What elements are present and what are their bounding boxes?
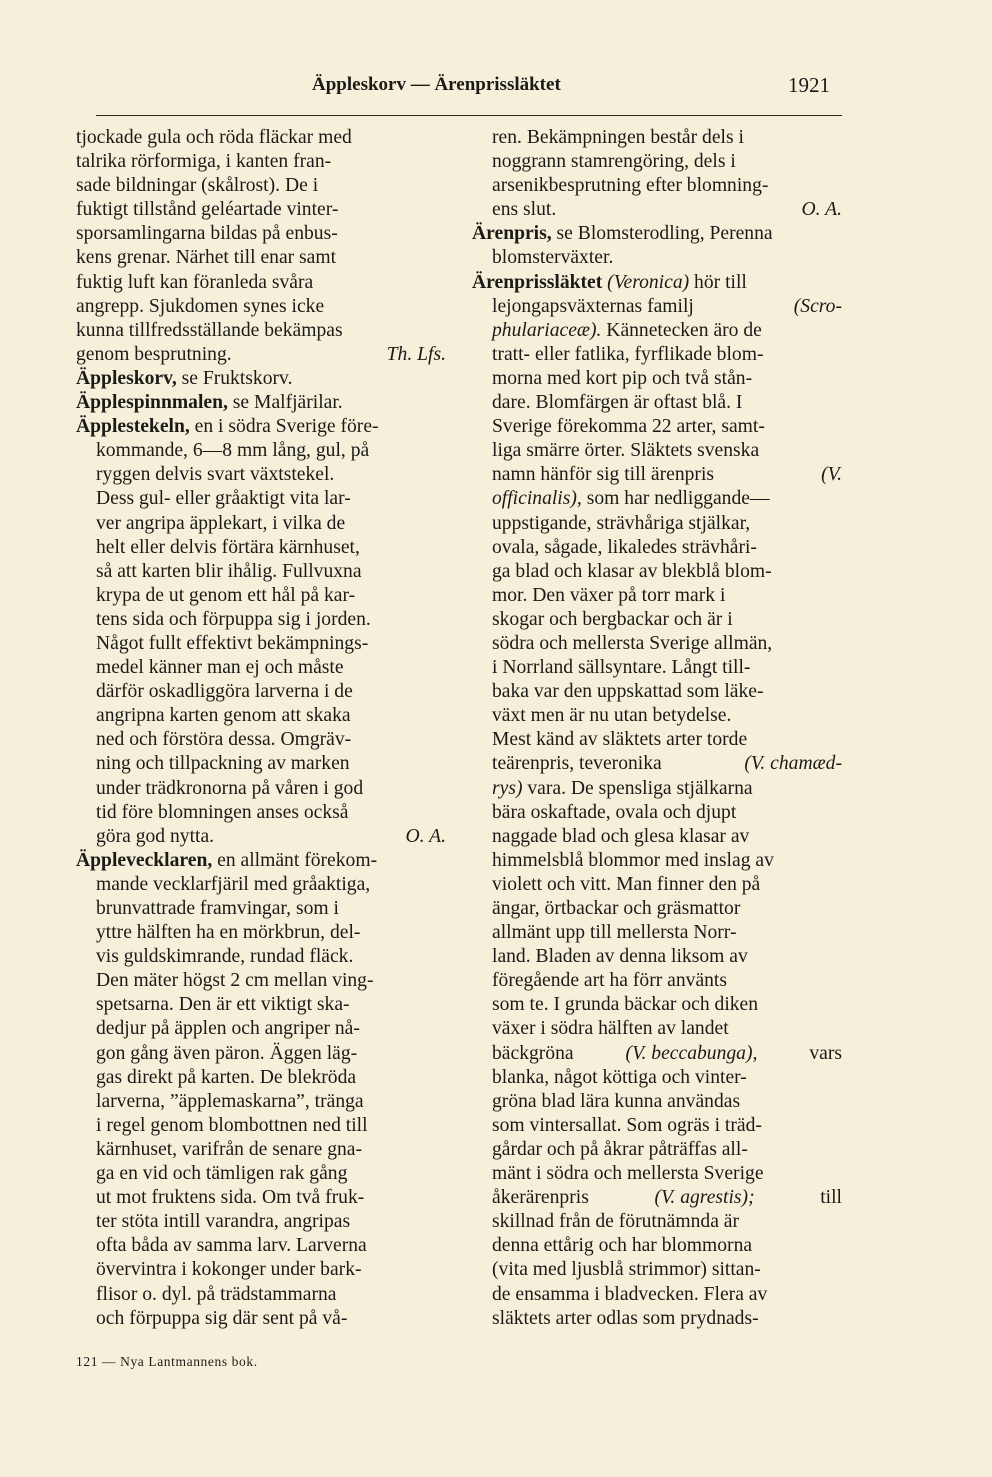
text-line: tjockade gula och röda fläckar med: [76, 127, 352, 148]
text-line: ned och förstöra dessa. Omgräv-: [96, 729, 352, 751]
text-line: helt eller delvis förtära kärnhuset,: [96, 536, 360, 558]
text-line: sade bildningar (skålrost). De i: [76, 175, 319, 197]
text-line: rys) vara. De spensliga stjälkarna: [492, 777, 753, 799]
text-line: baka var den uppskattad som läke-: [492, 681, 764, 703]
running-head: Äppleskorv — Ärenprissläktet: [312, 74, 561, 95]
text-line: kunna tillfredsställande bekämpas: [76, 319, 343, 341]
entry-headword: Ärenprissläktet: [472, 271, 603, 293]
text-line: gas direkt på karten. De blekröda: [96, 1066, 357, 1088]
text-line: mänt i södra och mellersta Sverige: [492, 1163, 764, 1185]
text-line: södra och mellersta Sverige allmän,: [492, 632, 773, 654]
text-line: fuktigt tillstånd geléartade vinter-: [76, 199, 339, 221]
text-line: som vintersallat. Som ogräs i träd-: [492, 1114, 762, 1136]
text-line: ning och tillpackning av marken: [96, 753, 350, 775]
text-line: gröna blad lära kunna användas: [492, 1090, 741, 1112]
text-line: bäckgröna (V. beccabunga), vars: [492, 1042, 842, 1064]
text-line: ofta båda av samma larv. Larverna: [96, 1235, 367, 1257]
text-line: arsenikbesprutning efter blomning-: [492, 175, 769, 197]
text-line: ver angripa äpplekart, i vilka de: [96, 512, 346, 534]
text-line: kärnhuset, varifrån de senare gna-: [96, 1138, 363, 1160]
entry-applespinnmalen: Äpplespinnmalen, se Malfjärilar.: [76, 392, 343, 414]
text-line: tratt- eller fatlika, fyrflikade blom-: [492, 343, 764, 365]
text-line: brunvattrade framvingar, som i: [96, 898, 339, 919]
entry-headword: Äpplevecklaren,: [76, 849, 213, 871]
text-line: fuktig luft kan föranleda svåra: [76, 271, 314, 293]
text-line: ga en vid och tämligen rak gång: [96, 1163, 348, 1185]
text-line: teärenpris, teveronika (V. chamæd-: [492, 753, 842, 775]
text-line: skogar och bergbackar och är i: [492, 608, 733, 630]
entry-arenprisslaktet: Ärenprissläktet (Veronica) hör till: [472, 271, 747, 293]
entry-appleskorv: Äppleskorv, se Fruktskorv.: [76, 367, 293, 389]
entry-applestekeln: Äpplestekeln, en i södra Sverige före-: [76, 416, 379, 438]
text-line: gon gång även päron. Äggen läg-: [96, 1042, 358, 1064]
text-line: de ensamma i bladvecken. Flera av: [492, 1283, 768, 1305]
text-line: krypa de ut genom ett hål på kar-: [96, 584, 356, 606]
text-line: ens slut. O. A.: [472, 198, 842, 222]
text-line: gårdar och på åkrar påträffas all-: [492, 1138, 748, 1160]
header-rule: [96, 115, 842, 116]
text-line: därför oskadliggöra larverna i de: [96, 681, 353, 703]
author-signature: O. A.: [405, 825, 446, 847]
entry-applevecklaren: Äpplevecklaren, en allmänt förekom-: [76, 849, 378, 871]
entry-headword: Äpplespinnmalen,: [76, 392, 228, 414]
text-line: (vita med ljusblå strimmor) sittan-: [492, 1259, 761, 1281]
page-number: 1921: [788, 73, 830, 97]
text-line: talrika rörformiga, i kanten fran-: [76, 151, 332, 173]
entry-arenpris: Ärenpris, se Blomsterodling, Perenna: [472, 223, 773, 245]
text-line: himmelsblå blommor med inslag av: [492, 849, 774, 871]
text-line: officinalis), som har nedliggande—: [492, 488, 770, 510]
text-line: spetsarna. Den är ett viktigt ska-: [96, 994, 350, 1016]
text-line: ryggen delvis svart växtstekel.: [96, 464, 335, 486]
text-line: kommande, 6—8 mm lång, gul, på: [96, 440, 370, 462]
text-line: som te. I grunda bäckar och diken: [492, 994, 759, 1016]
text-line: blomsterväxter.: [492, 247, 614, 269]
text-line: föregående art ha förr använts: [492, 970, 728, 992]
text-line: ren. Bekämpningen består dels i: [492, 127, 744, 148]
text-line: växt men är nu utan betydelse.: [492, 705, 732, 727]
text-line: i Norrland sällsyntare. Långt till-: [492, 657, 751, 679]
text-line: Mest känd av släktets arter torde: [492, 729, 748, 751]
text-line: Dess gul- eller gråaktigt vita lar-: [96, 488, 351, 510]
text-line: och förpuppa sig där sent på vå-: [96, 1307, 348, 1329]
text-line: göra god nytta. O. A.: [76, 825, 446, 849]
text-line: kens grenar. Närhet till enar samt: [76, 247, 337, 269]
text-line: så att karten blir ihålig. Fullvuxna: [96, 560, 362, 582]
text-line: denna ettårig och har blommorna: [492, 1235, 753, 1257]
text-line: larverna, ”äpplemaskarna”, tränga: [96, 1090, 364, 1112]
text-line: namn hänför sig till ärenpris (V.: [492, 464, 842, 486]
text-line: morna med kort pip och två stån-: [492, 367, 753, 389]
entry-headword: Ärenpris,: [472, 223, 552, 245]
entry-headword: Äppleskorv,: [76, 367, 177, 389]
text-line: ut mot fruktens sida. Om två fruk-: [96, 1187, 365, 1209]
entry-headword: Äpplestekeln,: [76, 416, 190, 438]
text-line: genom besprutning. Th. Lfs.: [76, 343, 446, 367]
text-line: flisor o. dyl. på trädstammarna: [96, 1283, 337, 1305]
text-line: blanka, något köttiga och vinter-: [492, 1066, 747, 1088]
text-line: uppstigande, strävhåriga stjälkar,: [492, 512, 751, 534]
author-signature: Th. Lfs.: [386, 343, 446, 365]
text-line: vis guldskimrande, rundad fläck.: [96, 946, 354, 968]
text-line: under trädkronorna på våren i god: [96, 777, 364, 799]
text-line: naggade blad och glesa klasar av: [492, 825, 750, 847]
text-line: tid före blomningen anses också: [96, 801, 349, 823]
text-line: ovala, sågade, likaledes strävhåri-: [492, 536, 757, 558]
text-line: angripna karten genom att skaka: [96, 705, 351, 727]
text-line: allmänt upp till mellersta Norr-: [492, 922, 737, 944]
text-line: violett och vitt. Man finner den på: [492, 873, 761, 895]
text-line: ängar, örtbackar och gräsmattor: [492, 898, 741, 919]
text-line: yttre hälften ha en mörkbrun, del-: [96, 922, 361, 944]
text-line: medel känner man ej och måste: [96, 657, 344, 679]
text-line: sporsamlingarna bildas på enbus-: [76, 223, 338, 245]
text-line: noggrann stamrengöring, dels i: [492, 151, 736, 173]
text-line: övervintra i kokonger under bark-: [96, 1259, 362, 1281]
text-line: växer i södra hälften av landet: [492, 1018, 729, 1040]
text-line: ter stöta intill varandra, angripas: [96, 1211, 351, 1233]
text-line: liga smärre örter. Släktets svenska: [492, 440, 760, 462]
text-line: mande vecklarfjäril med gråaktiga,: [96, 873, 371, 895]
text-line: i regel genom blombottnen ned till: [96, 1114, 368, 1136]
text-line: phulariaceæ). Kännetecken äro de: [492, 319, 762, 341]
right-column: [472, 126, 842, 1331]
text-line: tens sida och förpuppa sig i jorden.: [96, 608, 371, 630]
text-line: bära oskaftade, ovala och djupt: [492, 801, 737, 823]
text-line: Sverige förekomma 22 arter, samt-: [492, 416, 765, 438]
page-footer: 121 — Nya Lantmannens bok.: [76, 1354, 258, 1369]
text-line: Den mäter högst 2 cm mellan ving-: [96, 970, 374, 992]
text-line: dare. Blomfärgen är oftast blå. I: [492, 392, 743, 414]
text-line: lejongapsväxternas familj (Scro-: [492, 295, 842, 317]
text-line: åkerärenpris (V. agrestis); till: [492, 1187, 842, 1209]
text-line: ga blad och klasar av blekblå blom-: [492, 560, 772, 582]
text-line: mor. Den växer på torr mark i: [492, 584, 726, 606]
text-line: land. Bladen av denna liksom av: [492, 946, 748, 968]
text-line: släktets arter odlas som prydnads-: [492, 1307, 759, 1329]
left-column: [76, 126, 446, 1331]
text-line: dedjur på äpplen och angriper nå-: [96, 1018, 360, 1040]
text-line: skillnad från de förutnämnda är: [492, 1211, 740, 1233]
text-line: Något fullt effektivt bekämpnings-: [96, 632, 369, 654]
author-signature: O. A.: [801, 199, 842, 221]
text-line: angrepp. Sjukdomen synes icke: [76, 295, 325, 317]
